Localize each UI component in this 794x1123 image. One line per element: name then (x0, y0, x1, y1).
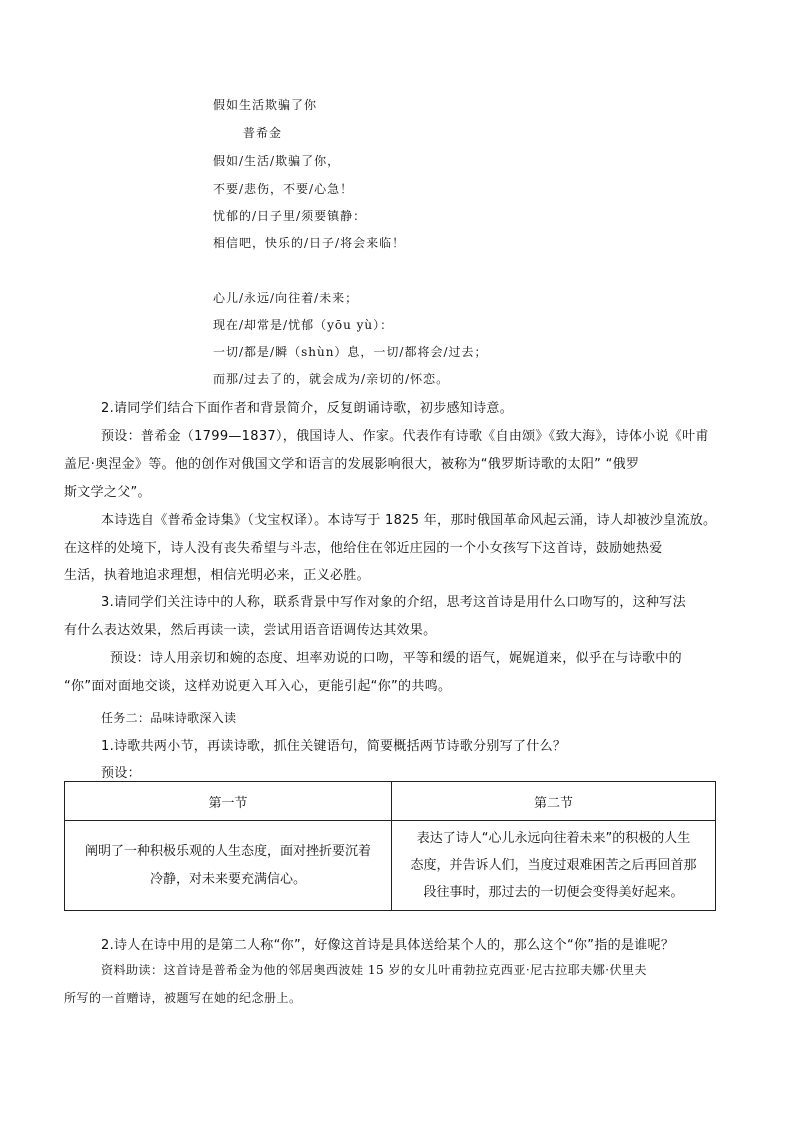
poem-line: 假如/生活/欺骗了你， (213, 154, 341, 168)
material-line: 资料助读：这首诗是普希金为他的邻居奥西波娃 15 岁的女儿叶甫勃拉克西亚·尼古拉耶夫娜·伏里夫 (101, 963, 648, 977)
background-line: 本诗选自《普希金诗集》（戈宝权译）。本诗写于 1825 年，那时俄国革命风起云涌，诗人却被沙皇流放。 (101, 513, 717, 528)
cell-line: 段往事时，那过去的一切便会变得美好起来。 (423, 885, 684, 900)
poem-author: 普希金 (243, 126, 283, 140)
poem-line: 而那/过去了的，就会成为/亲切的/怀恋。 (213, 372, 450, 386)
task2-preset: 预设： (101, 766, 141, 781)
cell-line: 表达了诗人“心儿永远向往着未来”的积极的人生 (416, 831, 691, 846)
task2-question-1: 1.诗歌共两小节，再读诗歌，抓住关键语句，简要概括两节诗歌分别写了什么？ (101, 739, 567, 754)
table-row (65, 821, 716, 911)
cell-line: 阐明了一种积极乐观的人生态度，面对挫折要沉着 (84, 843, 371, 859)
step2-preset-line: 斯文学之父”。 (64, 485, 151, 500)
step3-question: 有什么表达效果，然后再读一读，尝试用语音语调传达其效果。 (64, 623, 437, 638)
step3-question: 3.请同学们关注诗中的人称，联系背景中写作对象的介绍，思考这首诗是用什么口吻写的，这种写法 (101, 595, 686, 610)
material-line: 所写的一首赠诗，被题写在她的纪念册上。 (64, 991, 302, 1005)
step2-question: 2.请同学们结合下面作者和背景简介，反复朗诵诗歌，初步感知诗意。 (101, 401, 514, 416)
table-cell-stanza-1 (65, 821, 392, 911)
poem-line: 一切/都是/瞬（shùn）息，一切/都将会/过去； (213, 345, 488, 359)
step3-answer: 预设：诗人用亲切和婉的态度、坦率劝说的口吻，平等和缓的语气，娓娓道来，似乎在与诗歌中的 (110, 651, 682, 666)
background-line: 生活，执着地追求理想，相信光明必来，正义必胜。 (64, 568, 370, 583)
step2-preset-line: 预设：普希金（1799—1837），俄国诗人、作家。代表作有诗歌《自由颂》《致大海》，诗体小说《叶甫 (101, 429, 709, 444)
poem-line: 忧郁的/日子里/须要镇静： (213, 209, 367, 223)
table-header-cell: 第一节 (65, 782, 392, 821)
poem-title: 假如生活欺骗了你 (213, 98, 318, 112)
poem-line: 心儿/永远/向往着/未来； (213, 291, 359, 305)
poem-line: 相信吧，快乐的/日子/将会来临！ (213, 236, 406, 250)
cell-line: 冷静，对未来要充满信心。 (149, 871, 306, 887)
table-header-cell: 第二节 (392, 782, 716, 821)
table-cell-stanza-2 (392, 821, 716, 911)
background-line: 在这样的处境下，诗人没有丧失希望与斗志，他给住在邻近庄园的一个小女孩写下这首诗，鼓励她热爱 (64, 541, 663, 556)
step2-preset-line: 盖尼·奥涅金》等。他的创作对俄国文学和语言的发展影响很大，被称为“俄罗斯诗歌的太阳” “俄罗 (64, 457, 640, 472)
task2-title: 任务二：品味诗歌深入读 (101, 711, 237, 725)
poem-line: 不要/悲伤，不要/心急！ (213, 182, 354, 196)
poem-line: 现在/却常是/忧郁（yōu yù）： (213, 318, 394, 332)
table-header-row (65, 782, 716, 821)
task2-question-2: 2.诗人在诗中用的是第二人称“你”，好像这首诗是具体送给某个人的，那么这个“你”指的是谁呢？ (101, 938, 675, 953)
stanza-summary-table (64, 781, 716, 911)
step3-answer: “你”面对面地交谈，这样劝说更入耳入心，更能引起“你”的共鸣。 (64, 679, 452, 694)
cell-line: 态度，并告诉人们，当度过艰难困苦之后再回首那 (410, 858, 697, 873)
